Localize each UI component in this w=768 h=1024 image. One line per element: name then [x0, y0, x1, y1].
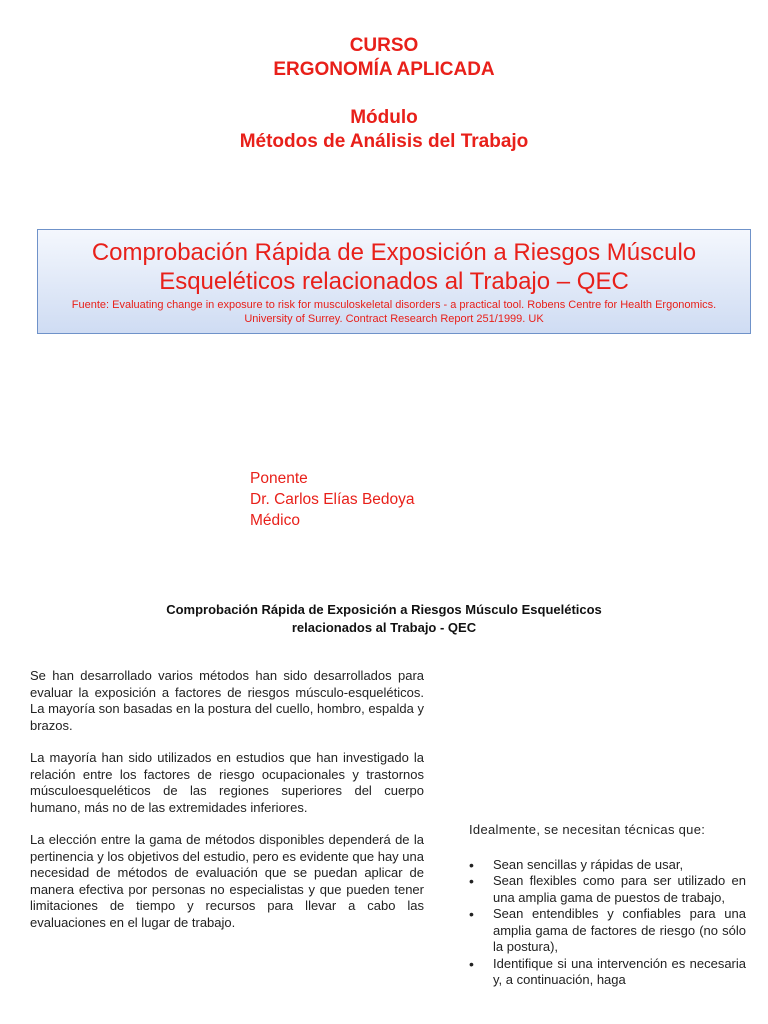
- title-line-1: Comprobación Rápida de Exposición a Riesgos Músculo: [91, 239, 697, 266]
- title-line-2: Esqueléticos relacionados al Trabajo – QEC: [159, 268, 629, 295]
- speaker-label: Ponente: [250, 470, 308, 487]
- right-column: [469, 822, 746, 989]
- module-name: Métodos de Análisis del Trabajo: [239, 131, 529, 152]
- source-citation: [38, 298, 750, 326]
- left-column: [30, 668, 424, 947]
- speaker-block: [250, 468, 415, 531]
- list-item: • Identifique si una intervención es necesaria y, a continuación, haga: [469, 956, 746, 989]
- source-line-2: University of Surrey. Contract Research Report 251/1999. UK: [244, 313, 544, 325]
- document-title: [38, 238, 750, 296]
- section-heading: [0, 601, 768, 637]
- requirements-list: [469, 857, 746, 989]
- module-label: Módulo: [350, 107, 418, 128]
- speaker-name: Dr. Carlos Elías Bedoya: [250, 491, 415, 508]
- paragraph: Se han desarrollado varios métodos han sido desarrollados para evaluar la exposición a factores de riesgos músculo-esqueléticos. La mayoría son basadas en la postura del cuello, hombro, espalda y brazos.: [30, 668, 424, 733]
- section-heading-line-1: Comprobación Rápida de Exposición a Riesgos Músculo Esqueléticos: [166, 602, 602, 617]
- paragraph: La mayoría han sido utilizados en estudios que han investigado la relación entre los factores de riesgo ocupacionales y trastornos músculoesqueléticos de las regiones superiores del cuerpo humano, más no de las extremidades inferiores.: [30, 750, 424, 815]
- document-header: [0, 34, 768, 154]
- title-box: [37, 229, 751, 334]
- speaker-role: Médico: [250, 512, 300, 529]
- list-item: • Sean entendibles y confiables para una amplia gama de factores de riesgo (no sólo la postura),: [469, 906, 746, 956]
- course-name: ERGONOMÍA APLICADA: [273, 59, 495, 80]
- list-item: • Sean flexibles como para ser utilizado en una amplia gama de puestos de trabajo,: [469, 873, 746, 906]
- section-heading-line-2: relacionados al Trabajo - QEC: [291, 620, 477, 635]
- requirements-intro: Idealmente, se necesitan técnicas que:: [469, 822, 706, 837]
- list-item: • Sean sencillas y rápidas de usar,: [469, 857, 746, 874]
- course-label: CURSO: [349, 35, 419, 56]
- paragraph: La elección entre la gama de métodos disponibles dependerá de la pertinencia y los objetivos del estudio, pero es evidente que hay una necesidad de métodos de evaluación que se puedan aplicar de manera efectiva por personas no especialistas y que pueden tener limitaciones de tiempo y recursos para llevar a cabo las evaluaciones en el lugar de trabajo.: [30, 832, 424, 930]
- source-line-1: Fuente: Evaluating change in exposure to risk for musculoskeletal disorders - a practical tool. Robens Centre for Health Ergonomics.: [71, 299, 717, 311]
